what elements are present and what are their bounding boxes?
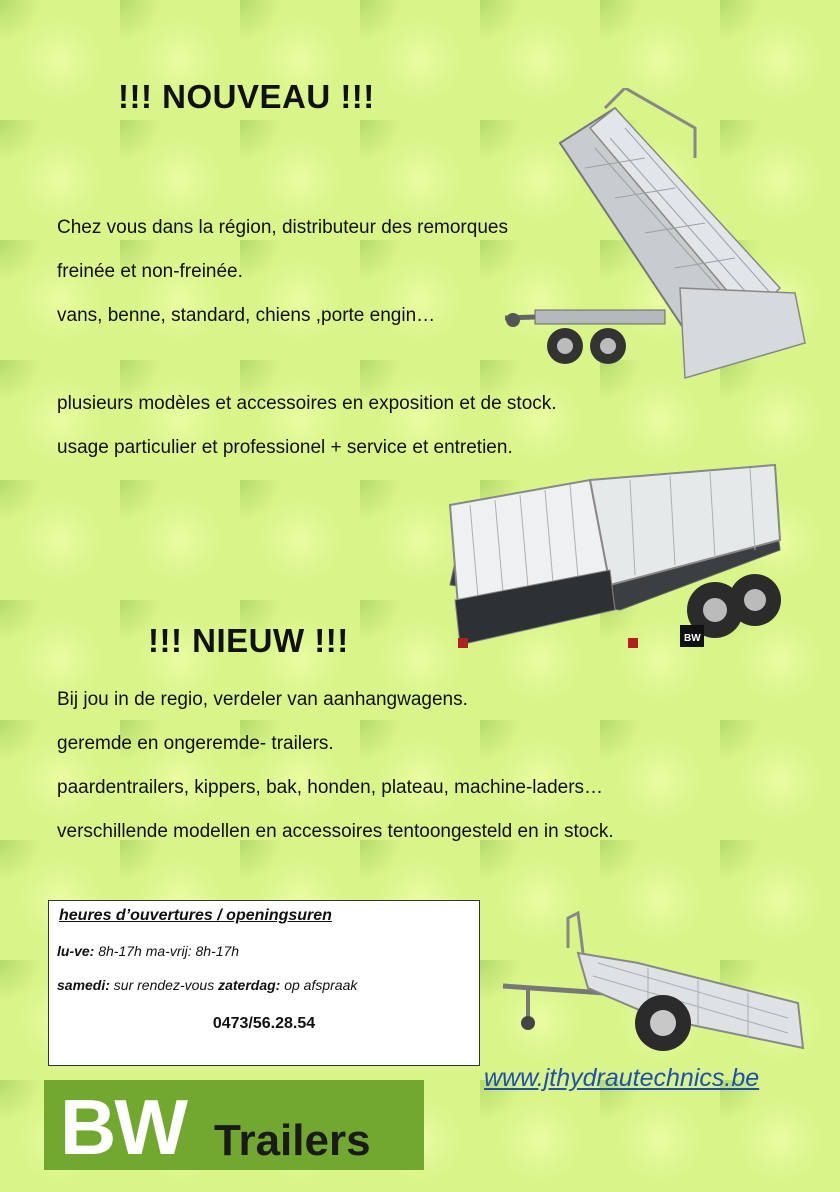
phone-number: 0473/56.28.54 bbox=[212, 1015, 316, 1032]
saturday-text-nl: op afspraak bbox=[280, 977, 358, 993]
logo-bw-text: BW bbox=[60, 1083, 186, 1170]
saturday-hours bbox=[57, 977, 471, 993]
heading-nouveau: !!! NOUVEAU !!! bbox=[118, 78, 375, 115]
dutch-paragraph bbox=[57, 678, 614, 854]
trailer-badge-text: BW bbox=[684, 633, 701, 644]
opening-hours-box bbox=[48, 900, 480, 1066]
weekday-time-fr: 8h-17h bbox=[94, 943, 146, 959]
flatbed-trailer-image bbox=[498, 908, 813, 1058]
tipper-trailer-image bbox=[495, 88, 825, 390]
dutch-line: Bij jou in de regio, verdeler van aanhangwagens. bbox=[57, 689, 468, 710]
french-line: Chez vous dans la région, distributeur des remorques bbox=[57, 217, 508, 238]
french-line bbox=[57, 338, 557, 382]
bw-trailers-logo bbox=[44, 1080, 424, 1170]
weekday-text-nl: ma-vrij: 8h-17h bbox=[145, 943, 240, 959]
french-line: vans, benne, standard, chiens ,porte engin… bbox=[57, 305, 436, 326]
weekday-hours bbox=[57, 943, 471, 959]
saturday-text-fr: sur rendez-vous bbox=[109, 977, 219, 993]
mesh-trailer-image bbox=[440, 460, 790, 665]
weekday-label-fr: lu-ve: bbox=[57, 943, 95, 959]
dutch-line: verschillende modellen en accessoires tentoongesteld en in stock. bbox=[57, 821, 614, 842]
logo-trailers-text: Trailers bbox=[214, 1116, 371, 1165]
saturday-label-fr: samedi: bbox=[57, 977, 110, 993]
french-paragraph bbox=[57, 206, 557, 470]
dutch-line: paardentrailers, kippers, bak, honden, plateau, machine-laders… bbox=[57, 777, 604, 798]
opening-hours-title: heures d’ouvertures / openingsuren bbox=[59, 907, 332, 924]
website-link[interactable]: www.jthydrautechnics.be bbox=[484, 1064, 760, 1092]
saturday-label-nl: zaterdag: bbox=[218, 977, 281, 993]
french-line: freinée et non-freinée. bbox=[57, 261, 243, 282]
french-line: usage particulier et professionel + service et entretien. bbox=[57, 437, 513, 458]
dutch-line: geremde en ongeremde- trailers. bbox=[57, 733, 334, 754]
french-line: plusieurs modèles et accessoires en exposition et de stock. bbox=[57, 393, 557, 414]
heading-nieuw: !!! NIEUW !!! bbox=[148, 622, 349, 659]
